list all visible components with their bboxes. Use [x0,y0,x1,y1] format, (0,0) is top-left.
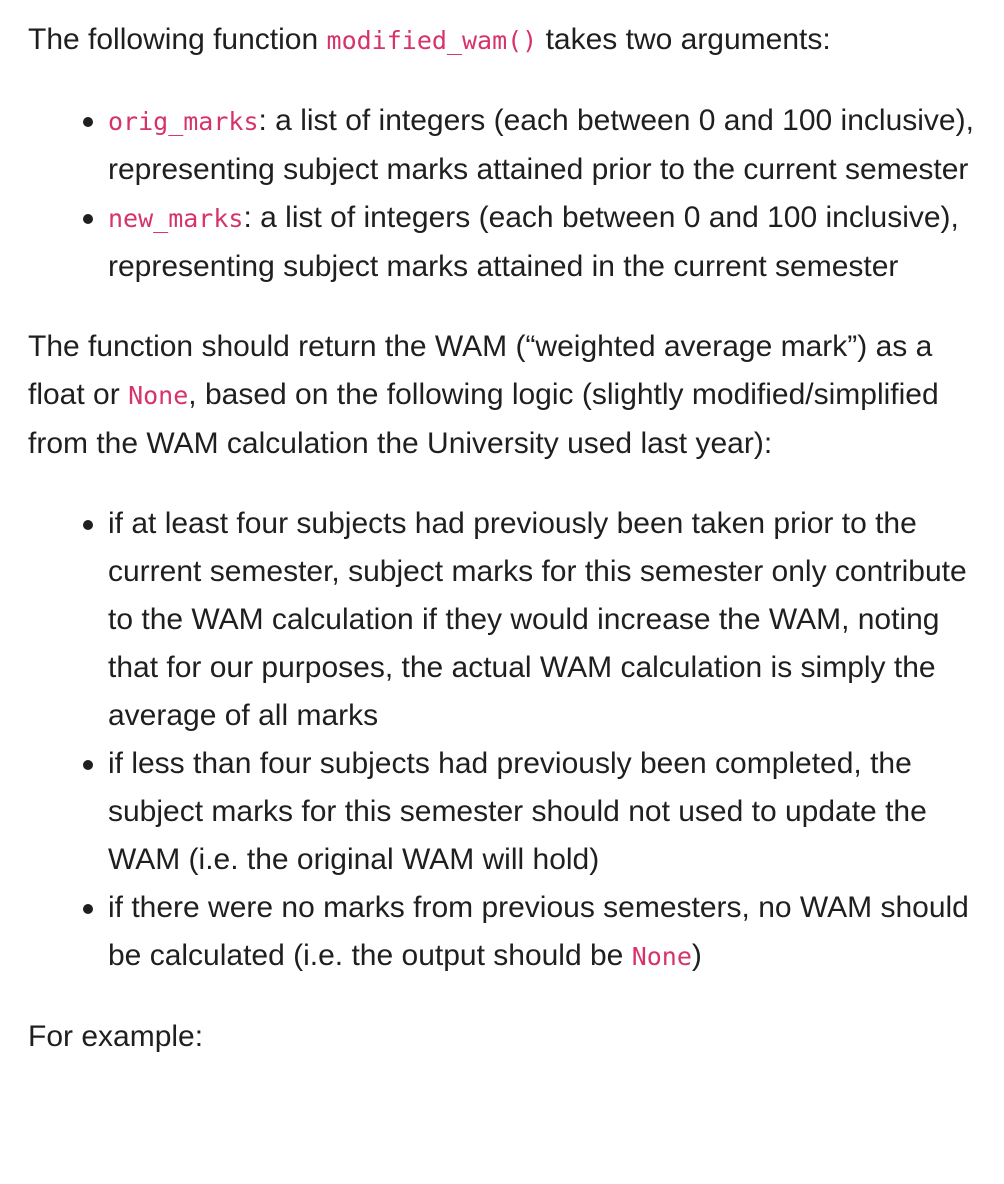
none-code: None [631,942,692,971]
rule-item [28,740,983,884]
function-name-code: modified_wam() [326,26,538,55]
argument-name-code: new_marks [108,204,244,233]
description-text-after: , based on the following logic (slightly modified/simplified from the WAM calculation the University used last year): [28,378,939,460]
arguments-list [28,97,983,291]
rule-text-after: ) [691,939,702,972]
argument-item-new-marks [28,194,983,291]
argument-description: : a list of integers (each between 0 and 100 inclusive), representing subject marks attained prior to the current semester [108,104,974,186]
intro-paragraph [28,16,983,65]
rule-text: if less than four subjects had previously been completed, the subject marks for this semester should not used to update the WAM (i.e. the original WAM will hold) [108,747,927,876]
argument-description: : a list of integers (each between 0 and 100 inclusive), representing subject marks attained in the current semester [108,201,959,283]
return-description-paragraph [28,323,983,468]
intro-text-before: The following function [28,23,327,56]
intro-text-after: takes two arguments: [537,23,831,56]
rule-item [28,884,983,981]
argument-name-code: orig_marks [108,107,259,136]
none-code: None [128,381,189,410]
rules-list [28,500,983,981]
example-intro-paragraph: For example: [28,1020,204,1053]
rule-item [28,500,983,740]
document-body [28,16,983,1061]
rule-text: if at least four subjects had previously been taken prior to the current semester, subject marks for this semester only contribute to the WAM calculation if they would increase the WAM, noting that for our purposes, the actual WAM calculation is simply the average of all marks [108,507,967,732]
description-text-before: The function should return the WAM (“weighted average mark”) as a float or [28,330,933,411]
rule-text: if there were no marks from previous semesters, no WAM should be calculated (i.e. the output should be [108,891,969,972]
argument-item-orig-marks [28,97,983,194]
